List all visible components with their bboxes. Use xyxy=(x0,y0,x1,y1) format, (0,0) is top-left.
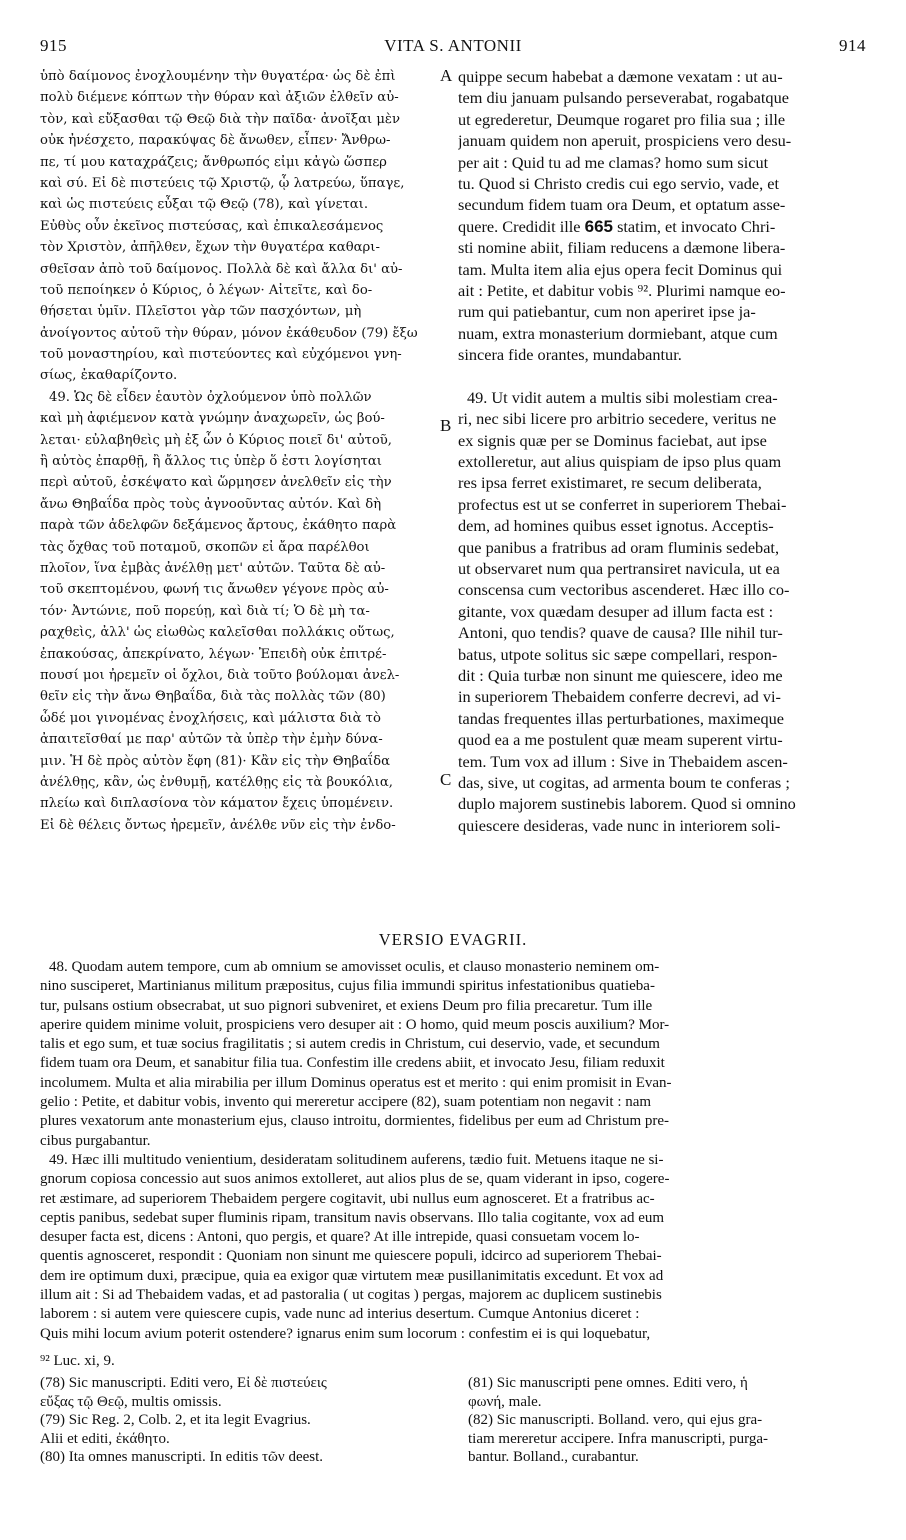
latin-text-line: Antoni, quo tendis? quave de causa? Ille nihil tur- xyxy=(458,623,783,643)
greek-text-line: περὶ αὐτοῦ, ἐσκέψατο καὶ ὥρμησεν ἀνελθεῖν εἰς τὴν xyxy=(40,475,392,491)
latin-text-line: quiescere desideras, vade nunc in interiorem soli- xyxy=(458,815,781,835)
section-title-versio-evagrii: VERSIO EVAGRII. xyxy=(378,930,528,949)
latin-text-line: tandas frequentes illas perturbationes, maximeque xyxy=(458,708,784,728)
footnote-line: tiam mereretur accipere. Infra manuscripti, purga- xyxy=(468,1430,768,1447)
latin-text-line: ri, nec sibi licere pro arbitrio secedere, veritus ne xyxy=(458,409,777,429)
latin-text-line: duplo majorem sustinebis laborem. Quod si omnino xyxy=(458,794,796,814)
latin-text-line: dit : Quia turbæ non sinunt me quiescere, ideo me xyxy=(458,665,783,685)
greek-text-line: ὑπὸ δαίμονος ἐνοχλουμένην τὴν θυγατέρα· ὡς δὲ ἐπὶ xyxy=(40,69,396,84)
greek-text-line: τὸν Χριστὸν, ἀπῆλθεν, ἔχων τὴν θυγατέρα καθαρι- xyxy=(40,240,380,256)
latin-text-line: ex signis quæ per se Dominus faciebat, aut ipse xyxy=(458,430,767,450)
evagrius-text-line: ceptis panibus, sedebat super fluminis ripam, transitum navis observans. Illo talia cogitante, vox ad eum xyxy=(40,1209,665,1226)
latin-text-fragment: statim, et invocato Chri- xyxy=(617,216,776,236)
latin-text-line: secundum fidem tuam ora Deum, et optatum asse- xyxy=(458,195,786,215)
footnote-line: (78) Sic manuscripti. Editi vero, Εἰ δὲ πιστεύεις xyxy=(40,1375,327,1391)
latin-text-line: nuam, extra monasterium dormiebant, atque cum xyxy=(458,323,778,343)
evagrius-text-line: dem ire optimum duxi, præcipue, quia ea exigor quæ virtutem meæ pusillanimitatis excedunt. Et vox ad xyxy=(40,1267,664,1284)
evagrius-text-line: Quis mihi locum avium poterit ostendere? ignarus enim sum locorum : confestim ei is qui loquebatur, xyxy=(40,1325,651,1342)
footnote-line: (81) Sic manuscripti pene omnes. Editi vero, ἡ xyxy=(468,1375,748,1391)
latin-text-line: in superiorem Thebaidem conferre decrevi, ad vi- xyxy=(458,687,781,707)
greek-text-line: πλείω καὶ διπλασίονα τὸν κάματον ἔχεις ὑπομένειν. xyxy=(40,796,394,812)
greek-text-line: τόν· Ἀντώνιε, ποῦ πορεύῃ, καὶ διὰ τί; Ὁ δὲ μὴ τα- xyxy=(40,603,370,619)
latin-text-line: tu. Quod si Christo credis cui ego servio, vade, et xyxy=(458,173,780,193)
evagrius-text-line: quentis agnosceret, respondit : Quoniam non sinunt me quiescere populi, idcirco ad superiorem Thebai- xyxy=(40,1248,662,1265)
greek-text-line: ὧδέ μοι γινομένας ἐνοχλήσεις, καὶ μάλιστα διὰ τὸ xyxy=(40,710,381,726)
greek-text-line: μιν. Ἡ δὲ πρὸς αὐτὸν ἔφη (81)· Κἂν εἰς τὴν Θηβαΐδα xyxy=(40,753,390,769)
greek-text-line: ἐπακούσας, ἀπεκρίνατο, λέγων· Ἐπειδὴ οὐκ ἐπιτρέ- xyxy=(40,646,387,662)
latin-text-line: sincera fide orantes, mundabantur. xyxy=(458,345,682,365)
greek-text-line: πλοῖον, ἵνα ἐμβὰς ἀνέλθῃ μετ' αὐτῶν. Ταῦτα δὲ αὐ- xyxy=(40,560,386,576)
latin-text-line: batus, utpote solitus sic sæpe compellari, respon- xyxy=(458,644,778,664)
evagrius-text-line: illum ait : Si ad Thebaidem vadas, et ad pastoralia ( ut cogitas ) pergas, majorem ac duplicem sustinebis xyxy=(40,1287,662,1304)
evagrius-text-line: fidem tuam ora Deum, et sanabitur filia tua. Confestim ille credens abiit, et invocato Jesu, filiam reduxit xyxy=(40,1055,665,1072)
evagrius-text-line: aperire quidem minime voluit, prospiciens vero desuper ait : O homo, quid meum poscis auxilium? Mor- xyxy=(40,1016,670,1033)
greek-text-line: ἀνοίγοντος αὐτοῦ τὴν θύραν, μόνον ἐκάθευδον (79) ἔξω xyxy=(40,325,418,341)
latin-text-line: ut observaret num qua pertransiret navicula, ut ea xyxy=(458,558,780,578)
footnote-line: (82) Sic manuscripti. Bolland. vero, qui ejus gra- xyxy=(468,1412,763,1428)
latin-text-line: rum qui patiebantur, cum non aperiret ipse ja- xyxy=(458,302,756,322)
latin-text-line: sti nomine abiit, filiam reducens a dæmone libera- xyxy=(458,238,786,258)
latin-text-line: dem, ad homines quibus esset ignotus. Acceptis- xyxy=(458,516,774,536)
footnote-line: bantur. Bolland., curabantur. xyxy=(468,1449,639,1465)
greek-text-line: ἄνω Θηβαΐδα πρὸς τοὺς ἀγνοοῦντας αὐτόν. Καὶ δὴ xyxy=(40,496,382,512)
greek-text-line: λεται· εὐλαβηθεὶς μὴ ἐξ ὧν ὁ Κύριος ποιεῖ δι' αὐτοῦ, xyxy=(40,432,392,448)
greek-text-line: τοῦ πεποίηκεν ὁ Κύριος, ὁ λέγων· Αἰτεῖτε, καὶ δο- xyxy=(40,282,373,298)
latin-text-line: das, sive, ut cogitas, ad armenta boum te conferas ; xyxy=(458,772,790,792)
evagrius-text-line: desuper facta est, dicens : Antoni, quo pergis, et quare? At ille intrepide, quasi consuetam vocem lo- xyxy=(40,1229,640,1246)
greek-text-line: πε, τί μου καταχράζεις; ἄνθρωπός εἰμι κἀγὼ ὥσπερ xyxy=(40,154,387,170)
footnote-line: εὔξας τῷ Θεῷ, multis omissis. xyxy=(40,1393,222,1410)
margin-marker-b: B xyxy=(440,416,452,435)
greek-text-line: τοῦ σκεπτομένου, φωνή τις ἄνωθεν γέγονε πρὸς αὐ- xyxy=(40,582,389,598)
latin-text-line: quippe secum habebat a dæmone vexatam : ut au- xyxy=(458,67,783,86)
greek-text-line: καὶ σύ. Εἰ δὲ πιστεύεις τῷ Χριστῷ, ᾧ λατρεύω, ὕπαγε, xyxy=(40,175,405,191)
latin-text-fragment: quere. Credidit ille xyxy=(458,216,581,236)
greek-text-line: οὐκ ἠνέσχετο, παρακύψας δὲ ἄνωθεν, εἶπεν· Ἄνθρω- xyxy=(40,133,391,149)
evagrius-text-line: laborem : si autem vere quiescere cupis, vade nunc ad interius desertum. Cumque Antonius diceret : xyxy=(40,1306,640,1323)
greek-text-line: θεῖν εἰς τὴν ἄνω Θηβαΐδα, διὰ τὰς πολλὰς τῶν (80) xyxy=(40,689,386,705)
latin-text-line: per ait : Quid tu ad me clamas? homo sum sicut xyxy=(458,152,769,172)
latin-text-line: januam quidem non aperuit, prospiciens vero desu- xyxy=(458,131,792,151)
evagrius-text-line: talis et ego sum, et tuæ socius fragilitatis ; si autem credis in Christum, cui deservio, vade, et secundum xyxy=(40,1036,660,1053)
evagrius-text-line: incolumem. Multa et alia mirabilia per illum Dominus operatus est et merito : qui enim promisit in Evan- xyxy=(40,1074,672,1091)
latin-text-line: res ipsa ferret existimaret, re secum deliberata, xyxy=(458,473,762,493)
evagrius-version-text xyxy=(40,958,866,1344)
notes-left-column xyxy=(40,1374,448,1467)
notes-right-column xyxy=(468,1374,866,1467)
greek-text-line: ἀνέλθῃς, κἂν, ὡς ἐνθυμῇ, κατέλθῃς εἰς τὰ βουκόλια, xyxy=(40,774,393,790)
margin-marker-a: A xyxy=(440,66,453,85)
greek-text-line: σθεῖσαν ἀπὸ τοῦ δαίμονος. Πολλὰ δὲ καὶ ἄλλα δι' αὐ- xyxy=(40,261,403,277)
latin-text-line: 49. Ut vidit autem a multis sibi molestiam crea- xyxy=(467,387,778,407)
evagrius-text-line: nino susciperet, Martinianus militum præpositus, cujus filia immundi spiritus infestationibus quatieba- xyxy=(40,978,655,995)
footnote-line: (80) Ita omnes manuscripti. In editis τῶν deest. xyxy=(40,1449,324,1465)
greek-text-line: 49. Ὡς δὲ εἶδεν ἑαυτὸν ὀχλούμενον ὑπὸ πολλῶν xyxy=(49,389,372,405)
evagrius-text-line: tur, pulsans ostium obsecrabat, ut suo pignori subveniret, et exiens Deum pro filia precaretur. Tum ille xyxy=(40,997,653,1014)
greek-text-line: παρὰ τῶν ἀδελφῶν δεξάμενος ἄρτους, ἐκάθητο παρὰ xyxy=(40,518,397,534)
latin-text-line: tem. Tum vox ad illum : Sive in Thebaidem ascen- xyxy=(458,751,788,771)
latin-text-line xyxy=(458,365,866,386)
running-title: VITA S. ANTONII xyxy=(384,36,522,55)
migne-column-number: 665 xyxy=(584,216,613,236)
greek-text-line: τὰς ὄχθας τοῦ ποταμοῦ, σκοπῶν εἰ ἄρα παρέλθοι xyxy=(40,539,370,555)
latin-text-line: extolleretur, aut alius quispiam de ipso plus quam xyxy=(458,452,782,472)
page-number-left: 915 xyxy=(40,36,67,55)
latin-text-line: ut egrederetur, Deumque rogaret pro filia sua ; ille xyxy=(458,109,786,129)
greek-text-line: ἀπαιτεῖσθαί με παρ' αὐτῶν τὰ ὑπὲρ τὴν ἐμὴν δύνα- xyxy=(40,732,383,748)
latin-text-line: gitante, vox quædam desuper ad illum facta est : xyxy=(458,601,774,621)
greek-text-line: πολὺ διέμενε κόπτων τὴν θύραν καὶ ἀξιῶν ἐλθεῖν αὐ- xyxy=(40,90,399,106)
footnote-line: Alii et editi, ἐκάθητο. xyxy=(40,1430,170,1447)
evagrius-text-line: plures vexatorum ante monasterium ejus, clauso introitu, dormientes, fidelibus per eum ad Christum pre- xyxy=(40,1113,670,1130)
latin-text-line: profectus est ut se conferret in superiorem Thebai- xyxy=(458,494,787,514)
evagrius-text-line: cibus purgabantur. xyxy=(40,1132,151,1149)
footnote-line: (79) Sic Reg. 2, Colb. 2, et ita legit Evagrius. xyxy=(40,1412,311,1428)
greek-column xyxy=(40,66,438,836)
evagrius-text-line: ret æstimare, ad superiorem Thebaidem pergere cogitavit, ubi nullus eum agnosceret. Et a fratribus ac- xyxy=(40,1190,655,1207)
greek-text-line: πουσί μοι ἠρεμεῖν οἱ ὄχλοι, διὰ τοῦτο βούλομαι ἀνελ- xyxy=(40,667,400,683)
greek-text-line: τοῦ μοναστηρίου, καὶ πιστεύοντες καὶ εὐχόμενοι γνη- xyxy=(40,347,402,363)
evagrius-text-line: 49. Hæc illi multitudo venientium, desideratam solitudinem auferens, tædio fuit. Metuens itaque ne si- xyxy=(49,1151,664,1168)
latin-text-line: tem diu januam pulsando perseverabat, rogabatque xyxy=(458,88,789,108)
page-number-right: 914 xyxy=(839,36,866,55)
latin-text-line: conscensa cum vectoribus ascenderet. Hæc illo co- xyxy=(458,580,790,600)
latin-text-line: que panibus a fratribus ad oram fluminis sedebat, xyxy=(458,537,780,557)
margin-marker-c: C xyxy=(440,770,452,789)
page-header xyxy=(40,36,866,60)
latin-text-line xyxy=(458,216,866,237)
greek-text-line: ἢ αὐτὸς ἐπαρθῇ, ἢ ἄλλος τις ὑπὲρ ὅ ἐστι λογίσηται xyxy=(40,454,382,470)
latin-column xyxy=(458,66,866,836)
footnote-line: φωνή, male. xyxy=(468,1393,542,1410)
evagrius-text-line: 48. Quodam autem tempore, cum ab omnium se amovisset oculis, et clauso monasterio neminem om- xyxy=(49,959,660,975)
greek-text-line: σίως, ἐκαθαρίζοντο. xyxy=(40,368,178,384)
latin-text-line: ait : Petite, et dabitur vobis ⁹². Plurimi namque eo- xyxy=(458,280,786,300)
footnote-scripture: ⁹² Luc. xi, 9. xyxy=(40,1353,115,1369)
evagrius-text-line: gelio : Petite, et dabitur vobis, invento qui mereretur accipere (82), suam potentiam non negavit : nam xyxy=(40,1094,652,1111)
evagrius-text-line: gnorum copiosa concessio aut suos animos extolleret, aut alios plus de se, quam viderant in ipso, cogere- xyxy=(40,1171,670,1188)
greek-text-line: θήσεται ὑμῖν. Πλεῖστοι γὰρ τῶν πασχόντων, μὴ xyxy=(40,304,362,320)
latin-text-line: quod ea a me postulent quæ meam superent virtu- xyxy=(458,730,783,750)
greek-text-line: καὶ μὴ ἀφιέμενον κατὰ γνώμην ἀναχωρεῖν, ὡς βού- xyxy=(40,411,385,427)
greek-text-line: ραχθεὶς, ἀλλ' ὡς εἰωθὼς καλεῖσθαι πολλάκις οὕτως, xyxy=(40,625,395,641)
greek-text-line: καὶ ὡς πιστεύεις εὖξαι τῷ Θεῷ (78), καὶ γίνεται. xyxy=(40,197,369,213)
greek-text-line: τὸν, καὶ εὔξασθαι τῷ Θεῷ διὰ τὴν παῖδα· ἀνοῖξαι μὲν xyxy=(40,111,401,127)
greek-text-line: Εὐθὺς οὖν ἐκεῖνος πιστεύσας, καὶ ἐπικαλεσάμενος xyxy=(40,218,384,234)
latin-text-line: tam. Multa item alia ejus opera fecit Dominus qui xyxy=(458,259,783,279)
greek-text-line: Εἰ δὲ θέλεις ὄντως ἠρεμεῖν, ἀνέλθε νῦν εἰς τὴν ἐνδο- xyxy=(40,817,396,833)
